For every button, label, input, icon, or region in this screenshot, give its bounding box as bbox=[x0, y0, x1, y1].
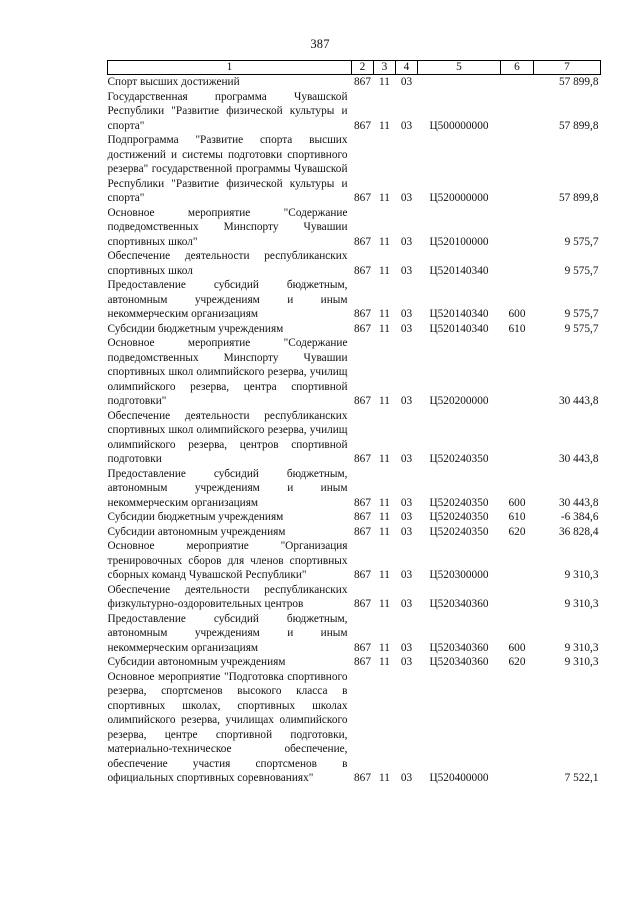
row-department-code: 867 bbox=[354, 598, 371, 610]
row-section-code: 11 bbox=[379, 322, 390, 335]
row-name: Субсидии бюджетным учреждениям bbox=[107, 511, 284, 523]
row-section-code: 11 bbox=[379, 641, 390, 654]
row-name: Спорт высших достижений bbox=[107, 76, 240, 88]
row-expense-type-code bbox=[501, 539, 534, 583]
row-name: Основное мероприятие "Содержание подведомственных Минспорту Чувашии спортивных школ" bbox=[107, 206, 348, 248]
row-target-article-code: Ц520240350 bbox=[429, 453, 489, 465]
row-name: Субсидии автономным учреждениям bbox=[107, 525, 286, 538]
row-amount: 9 310,3 bbox=[564, 598, 599, 610]
table-row bbox=[108, 336, 601, 409]
row-section-code: 11 bbox=[379, 569, 390, 581]
row-section-code: 11 bbox=[379, 511, 390, 523]
row-expense-type-code: 610 bbox=[508, 511, 526, 523]
row-amount: 30 443,8 bbox=[558, 395, 599, 407]
row-subsection-code: 03 bbox=[400, 525, 413, 538]
column-header-name: 1 bbox=[108, 61, 352, 75]
table-row bbox=[108, 75, 601, 90]
row-target-article-code: Ц520000000 bbox=[429, 192, 489, 204]
row-section-code: 11 bbox=[379, 76, 390, 88]
row-target-article-code: Ц520300000 bbox=[429, 569, 489, 581]
row-subsection-code: 03 bbox=[400, 76, 413, 88]
row-expense-type-code bbox=[501, 206, 534, 250]
column-header-target-article: 5 bbox=[418, 61, 501, 75]
row-target-article-code: Ц520240350 bbox=[429, 511, 489, 523]
table-row bbox=[108, 467, 601, 511]
table-row bbox=[108, 90, 601, 134]
row-department-code: 867 bbox=[354, 322, 371, 335]
table-row bbox=[108, 612, 601, 656]
row-section-code: 11 bbox=[379, 656, 390, 668]
row-name: Предоставление субсидий бюджетным, автономным учреждениям и иным некоммерческим организациям bbox=[107, 279, 348, 320]
table-row bbox=[108, 133, 601, 206]
row-department-code: 867 bbox=[354, 235, 371, 248]
row-expense-type-code: 600 bbox=[508, 496, 526, 509]
row-name: Предоставление субсидий бюджетным, автономным учреждениям и иным некоммерческим организациям bbox=[107, 467, 348, 509]
row-subsection-code: 03 bbox=[400, 264, 413, 277]
table-row bbox=[108, 525, 601, 540]
row-expense-type-code: 620 bbox=[508, 656, 526, 668]
row-target-article-code: Ц520240350 bbox=[429, 496, 489, 509]
row-section-code: 11 bbox=[379, 772, 390, 784]
row-amount: -6 384,6 bbox=[560, 511, 599, 523]
column-header-amount: 7 bbox=[534, 61, 601, 75]
row-department-code: 867 bbox=[354, 511, 371, 523]
row-name: Обеспечение деятельности республиканских спортивных школ олимпийского резерва, училищ олимпийского резерва, центров спортивной подготовки bbox=[107, 409, 348, 465]
row-target-article-code: Ц520340360 bbox=[429, 598, 489, 610]
row-name: Основное мероприятие "Содержание подведомственных Минспорту Чувашии спортивных школ олимпийского резерва, училищ олимпийского резерва, центра спортивной подготовки" bbox=[107, 337, 348, 407]
header-row bbox=[108, 61, 601, 75]
row-subsection-code: 03 bbox=[400, 453, 413, 465]
table-row bbox=[108, 206, 601, 250]
table-row bbox=[108, 510, 601, 525]
row-department-code: 867 bbox=[354, 119, 371, 132]
row-subsection-code: 03 bbox=[400, 569, 413, 581]
row-subsection-code: 03 bbox=[400, 772, 413, 784]
row-subsection-code: 03 bbox=[400, 308, 413, 320]
row-amount: 57 899,8 bbox=[558, 192, 599, 204]
row-department-code: 867 bbox=[354, 453, 371, 465]
row-section-code: 11 bbox=[379, 192, 390, 204]
row-amount: 30 443,8 bbox=[558, 453, 599, 465]
row-amount: 9 310,3 bbox=[564, 641, 599, 654]
column-header-department: 2 bbox=[352, 61, 374, 75]
row-subsection-code: 03 bbox=[400, 641, 413, 654]
row-department-code: 867 bbox=[354, 496, 371, 509]
row-expense-type-code: 600 bbox=[508, 308, 526, 320]
row-expense-type-code bbox=[501, 75, 534, 90]
row-expense-type-code bbox=[501, 583, 534, 612]
row-amount: 9 575,7 bbox=[564, 322, 599, 335]
row-target-article-code: Ц500000000 bbox=[429, 119, 489, 132]
table-body bbox=[108, 75, 601, 786]
row-section-code: 11 bbox=[379, 598, 390, 610]
row-department-code: 867 bbox=[354, 772, 371, 784]
row-department-code: 867 bbox=[354, 192, 371, 204]
row-expense-type-code: 610 bbox=[508, 322, 526, 335]
row-target-article-code: Ц520240350 bbox=[429, 525, 489, 538]
table-row bbox=[108, 539, 601, 583]
row-subsection-code: 03 bbox=[400, 322, 413, 335]
row-amount: 57 899,8 bbox=[558, 76, 599, 88]
row-subsection-code: 03 bbox=[400, 496, 413, 509]
row-amount: 57 899,8 bbox=[558, 119, 599, 132]
row-section-code: 11 bbox=[379, 525, 390, 538]
row-target-article-code: Ц520140340 bbox=[429, 308, 489, 320]
row-name: Основное мероприятие "Подготовка спортивного резерва, спортсменов высокого класса в спортивных школах, спортивных школах олимпийского резерва, училищах олимпийского резерва, центре спортивной подготовки, материально-техническое обеспечение, обеспечение участия спортсменов в официальных спортивных соревнованиях" bbox=[107, 670, 348, 784]
row-department-code: 867 bbox=[354, 264, 371, 277]
row-name: Государственная программа Чувашской Республики "Развитие физической культуры и спорта" bbox=[107, 90, 348, 132]
row-section-code: 11 bbox=[379, 453, 390, 465]
row-subsection-code: 03 bbox=[400, 598, 413, 610]
table-row bbox=[108, 322, 601, 337]
row-subsection-code: 03 bbox=[400, 511, 413, 523]
row-expense-type-code: 600 bbox=[508, 641, 526, 654]
row-target-article-code: Ц520340360 bbox=[429, 656, 489, 668]
row-amount: 9 310,3 bbox=[564, 569, 599, 581]
row-name: Субсидии бюджетным учреждениям bbox=[107, 322, 284, 335]
row-amount: 30 443,8 bbox=[558, 496, 599, 509]
table-row bbox=[108, 409, 601, 467]
row-expense-type-code bbox=[501, 670, 534, 786]
row-subsection-code: 03 bbox=[400, 235, 413, 248]
table-row bbox=[108, 249, 601, 278]
row-section-code: 11 bbox=[379, 308, 390, 320]
row-amount: 9 575,7 bbox=[564, 264, 599, 277]
row-expense-type-code bbox=[501, 336, 534, 409]
row-amount: 9 575,7 bbox=[564, 235, 599, 248]
row-subsection-code: 03 bbox=[400, 656, 413, 668]
row-name: Субсидии автономным учреждениям bbox=[107, 656, 286, 668]
column-header-subsection: 4 bbox=[396, 61, 418, 75]
row-expense-type-code bbox=[501, 90, 534, 134]
row-name: Подпрограмма "Развитие спорта высших достижений и системы подготовки спортивного резерва" государственной программы Чувашской Республики "Развитие физической культуры и спорта" bbox=[107, 134, 348, 204]
row-department-code: 867 bbox=[354, 525, 371, 538]
row-department-code: 867 bbox=[354, 76, 371, 88]
row-amount: 9 575,7 bbox=[564, 308, 599, 320]
row-subsection-code: 03 bbox=[400, 395, 413, 407]
row-name: Обеспечение деятельности республиканских физкультурно-оздоровительных центров bbox=[107, 583, 348, 610]
row-section-code: 11 bbox=[379, 395, 390, 407]
row-subsection-code: 03 bbox=[400, 119, 413, 132]
row-section-code: 11 bbox=[379, 119, 390, 132]
row-subsection-code: 03 bbox=[400, 192, 413, 204]
row-department-code: 867 bbox=[354, 656, 371, 668]
table-header bbox=[108, 61, 601, 75]
column-header-expense-type: 6 bbox=[501, 61, 534, 75]
row-expense-type-code: 620 bbox=[508, 525, 526, 538]
page-number: 387 bbox=[310, 37, 330, 51]
row-department-code: 867 bbox=[354, 641, 371, 654]
row-target-article-code: Ц520200000 bbox=[429, 395, 489, 407]
row-expense-type-code bbox=[501, 133, 534, 206]
row-section-code: 11 bbox=[379, 264, 390, 277]
row-amount: 9 310,3 bbox=[564, 656, 599, 668]
row-target-article-code: Ц520340360 bbox=[429, 641, 489, 654]
row-target-article-code: Ц520100000 bbox=[429, 235, 489, 248]
row-section-code: 11 bbox=[379, 235, 390, 248]
row-target-article-code bbox=[418, 75, 501, 90]
row-target-article-code: Ц520140340 bbox=[429, 264, 489, 277]
row-name: Предоставление субсидий бюджетным, автономным учреждениям и иным некоммерческим организациям bbox=[107, 612, 348, 654]
row-name: Основное мероприятие "Организация тренировочных сборов для членов спортивных сборных команд Чувашской Республики" bbox=[107, 540, 348, 581]
row-expense-type-code bbox=[501, 249, 534, 278]
row-expense-type-code bbox=[501, 409, 534, 467]
table-row bbox=[108, 278, 601, 322]
table-row bbox=[108, 655, 601, 670]
table-row bbox=[108, 583, 601, 612]
row-amount: 36 828,4 bbox=[558, 525, 599, 538]
row-target-article-code: Ц520140340 bbox=[429, 322, 489, 335]
row-department-code: 867 bbox=[354, 395, 371, 407]
column-header-section: 3 bbox=[374, 61, 396, 75]
row-name: Обеспечение деятельности республиканских спортивных школ bbox=[107, 250, 348, 277]
row-section-code: 11 bbox=[379, 496, 390, 509]
budget-table bbox=[107, 60, 601, 786]
row-department-code: 867 bbox=[354, 569, 371, 581]
row-amount: 7 522,1 bbox=[564, 772, 599, 784]
row-department-code: 867 bbox=[354, 308, 371, 320]
row-target-article-code: Ц520400000 bbox=[429, 772, 489, 784]
table-row bbox=[108, 670, 601, 786]
